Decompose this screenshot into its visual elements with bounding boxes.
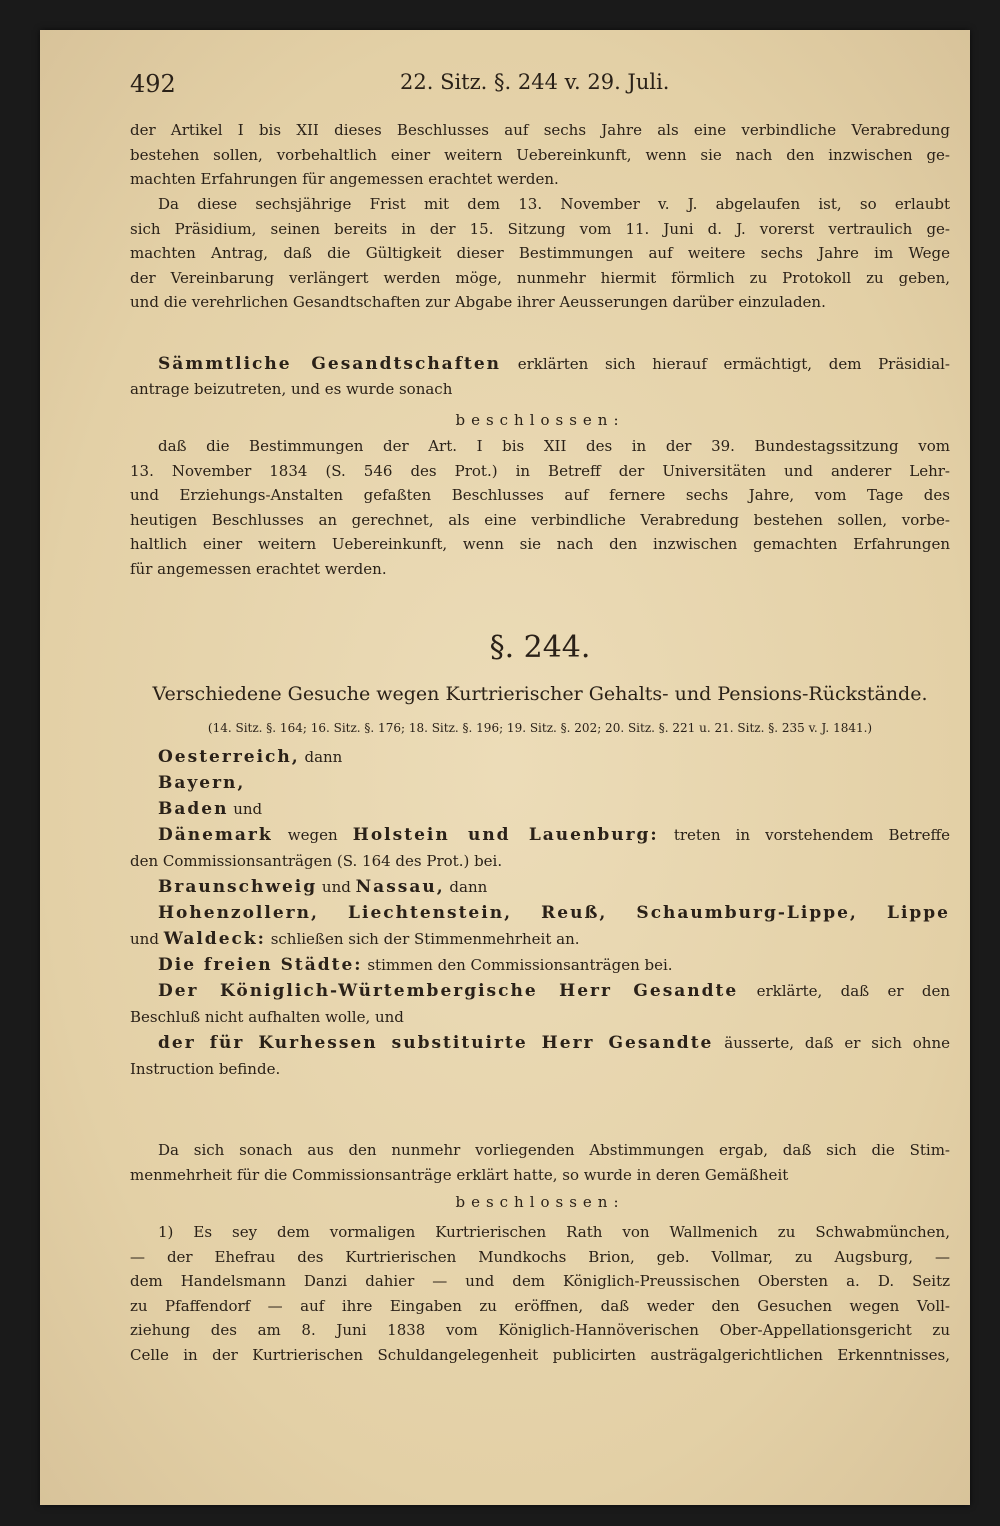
text-run: dann <box>449 878 488 896</box>
page-number: 492 <box>130 70 176 98</box>
state-name: der für Kurhessen substituirte Herr Gesandte <box>158 1033 714 1053</box>
state-name: Baden <box>158 799 229 819</box>
paragraph-2 <box>130 192 950 315</box>
section-number: §. 244. <box>489 630 591 665</box>
text-line: bestehen sollen, vorbehaltlich einer weitern Uebereinkunft, wenn sie nach den inzwischen ge- <box>130 145 950 164</box>
running-head: 22. Sitz. §. 244 v. 29. Juli. <box>400 70 670 94</box>
text-line: der Artikel I bis XII dieses Beschlusses auf sechs Jahre als eine verbindliche Verabredung <box>130 121 950 139</box>
text-line: antrage beizutreten, und es wurde sonach <box>130 379 453 398</box>
vote-line <box>130 874 950 900</box>
spaced-text: Sämmtliche Gesandtschaften <box>158 354 502 374</box>
state-name: Oesterreich, <box>158 747 300 767</box>
text-line: haltlich einer weitern Uebereinkunft, wenn sie nach den inzwischen gemachten Erfahrungen <box>130 535 950 554</box>
section-title: Verschiedene Gesuche wegen Kurtrierischer Gehalts- und Pensions-Rückstände. <box>152 683 928 705</box>
vote-line <box>130 900 950 926</box>
vote-line <box>130 796 950 822</box>
vote-line <box>130 978 950 1004</box>
section-heading <box>130 628 950 668</box>
state-name: Der Königlich-Würtembergische Herr Gesandte <box>158 981 739 1001</box>
text-line: für angemessen erachtet werden. <box>130 559 387 578</box>
text-line: Da diese sechsjährige Frist mit dem 13. November v. J. abgelaufen ist, so erlaubt <box>158 195 950 213</box>
paragraph-5 <box>130 1138 950 1187</box>
state-name: Waldeck: <box>163 929 266 949</box>
text-line: Celle in der Kurtrierischen Schuldangelegenheit publicirten austrägalgerichtlichen Erkenntnisses, <box>130 1345 950 1364</box>
text-line: der Vereinbarung verlängert werden möge, nunmehr hiermit förmlich zu Protokoll zu geben, <box>130 268 950 287</box>
text-line: zu Pfaffendorf — auf ihre Eingaben zu eröffnen, daß weder den Gesuchen wegen Voll- <box>130 1296 950 1315</box>
text-run: und <box>130 930 159 948</box>
state-name: Braunschweig <box>158 877 318 897</box>
text-run: und <box>321 878 351 896</box>
text-run: und <box>233 800 263 818</box>
text-line: ziehung des am 8. Juni 1838 vom Königlich-Hannöverischen Ober-Appellationsgericht zu <box>130 1321 950 1340</box>
text-run: äusserte, daß er sich ohne <box>724 1034 950 1052</box>
text-line: sich Präsidium, seinen bereits in der 15. Sitzung vom 11. Juni d. J. vorerst vertraulich ge- <box>130 219 950 238</box>
citation-block <box>130 718 950 738</box>
paragraph-1 <box>130 118 950 192</box>
section-citation: (14. Sitz. §. 164; 16. Sitz. §. 176; 18. Sitz. §. 196; 19. Sitz. §. 202; 20. Sitz. §. 221 u. 21. Sitz. §. 235 v. J. 1841.) <box>207 721 873 735</box>
text-line: heutigen Beschlusses an gerechnet, als eine verbindliche Verabredung bestehen sollen, vorbe- <box>130 510 950 529</box>
text-line: Da sich sonach aus den nunmehr vorliegenden Abstimmungen ergab, daß sich die Stim- <box>158 1141 950 1159</box>
book-page <box>40 30 970 1505</box>
state-name: Die freien Städte: <box>158 955 363 975</box>
text-run: stimmen den Commissionsanträgen bei. <box>367 956 673 974</box>
vote-line: den Commissionsanträgen (S. 164 des Prot.) bei. <box>130 852 503 870</box>
text-run: wegen <box>287 826 338 844</box>
paragraph-4 <box>130 434 950 582</box>
page-header <box>130 70 950 110</box>
text-run: erklärten sich hierauf ermächtigt, dem Präsidial- <box>517 355 950 373</box>
text-line: — der Ehefrau des Kurtrierischen Mundkochs Brion, geb. Vollmar, zu Augsburg, — <box>130 1247 950 1266</box>
vote-line <box>130 770 950 796</box>
state-name: Holstein und Lauenburg: <box>352 825 659 845</box>
text-line <box>130 352 950 377</box>
resolution-heading-1 <box>130 408 950 432</box>
text-line: machten Antrag, daß die Gültigkeit dieser Bestimmungen auf weitere sechs Jahre im Wege <box>130 244 950 263</box>
text-line: und die verehrlichen Gesandtschaften zur Abgabe ihrer Aeusserungen darüber einzuladen. <box>130 293 826 312</box>
text-run: treten in vorstehendem Betreffe <box>673 826 950 844</box>
resolution-heading-2 <box>130 1190 950 1214</box>
vote-line: Instruction befinde. <box>130 1060 281 1078</box>
text-line: menmehrheit für die Commissionsanträge erklärt hatte, so wurde in deren Gemäßheit <box>130 1165 789 1184</box>
vote-line: Beschluß nicht aufhalten wolle, und <box>130 1008 404 1026</box>
paragraph-6 <box>130 1220 950 1368</box>
paragraph-3 <box>130 352 950 401</box>
text-line: und Erziehungs-Anstalten gefaßten Beschlusses auf fernere sechs Jahre, vom Tage des <box>130 486 950 505</box>
text-line: machten Erfahrungen für angemessen erachtet werden. <box>130 170 559 189</box>
vote-line <box>130 952 950 978</box>
vote-line <box>130 744 950 770</box>
text-run: erklärte, daß er den <box>756 982 950 1000</box>
beschlossen-label: beschlossen: <box>455 411 625 429</box>
text-run: dann <box>304 748 343 766</box>
state-name: Bayern, <box>158 773 246 793</box>
vote-line <box>130 822 950 848</box>
state-name: Nassau, <box>355 877 445 897</box>
vote-line <box>130 926 950 952</box>
state-name: Dänemark <box>158 825 273 845</box>
section-title-block <box>130 680 950 708</box>
text-line: daß die Bestimmungen der Art. I bis XII des in der 39. Bundestagssitzung vom <box>158 437 950 455</box>
text-line: 13. November 1834 (S. 546 des Prot.) in Betreff der Universitäten und anderer Lehr- <box>130 461 950 480</box>
text-run: schließen sich der Stimmenmehrheit an. <box>270 930 580 948</box>
votes-block <box>130 744 950 1082</box>
beschlossen-label: beschlossen: <box>455 1193 625 1211</box>
vote-line <box>130 1030 950 1056</box>
state-name: Hohenzollern, Liechtenstein, Reuß, Schaumburg-Lippe, Lippe <box>158 903 950 923</box>
text-line: dem Handelsmann Danzi dahier — und dem Königlich-Preussischen Obersten a. D. Seitz <box>130 1272 950 1291</box>
text-line: 1) Es sey dem vormaligen Kurtrierischen Rath von Wallmenich zu Schwabmünchen, <box>158 1223 950 1241</box>
